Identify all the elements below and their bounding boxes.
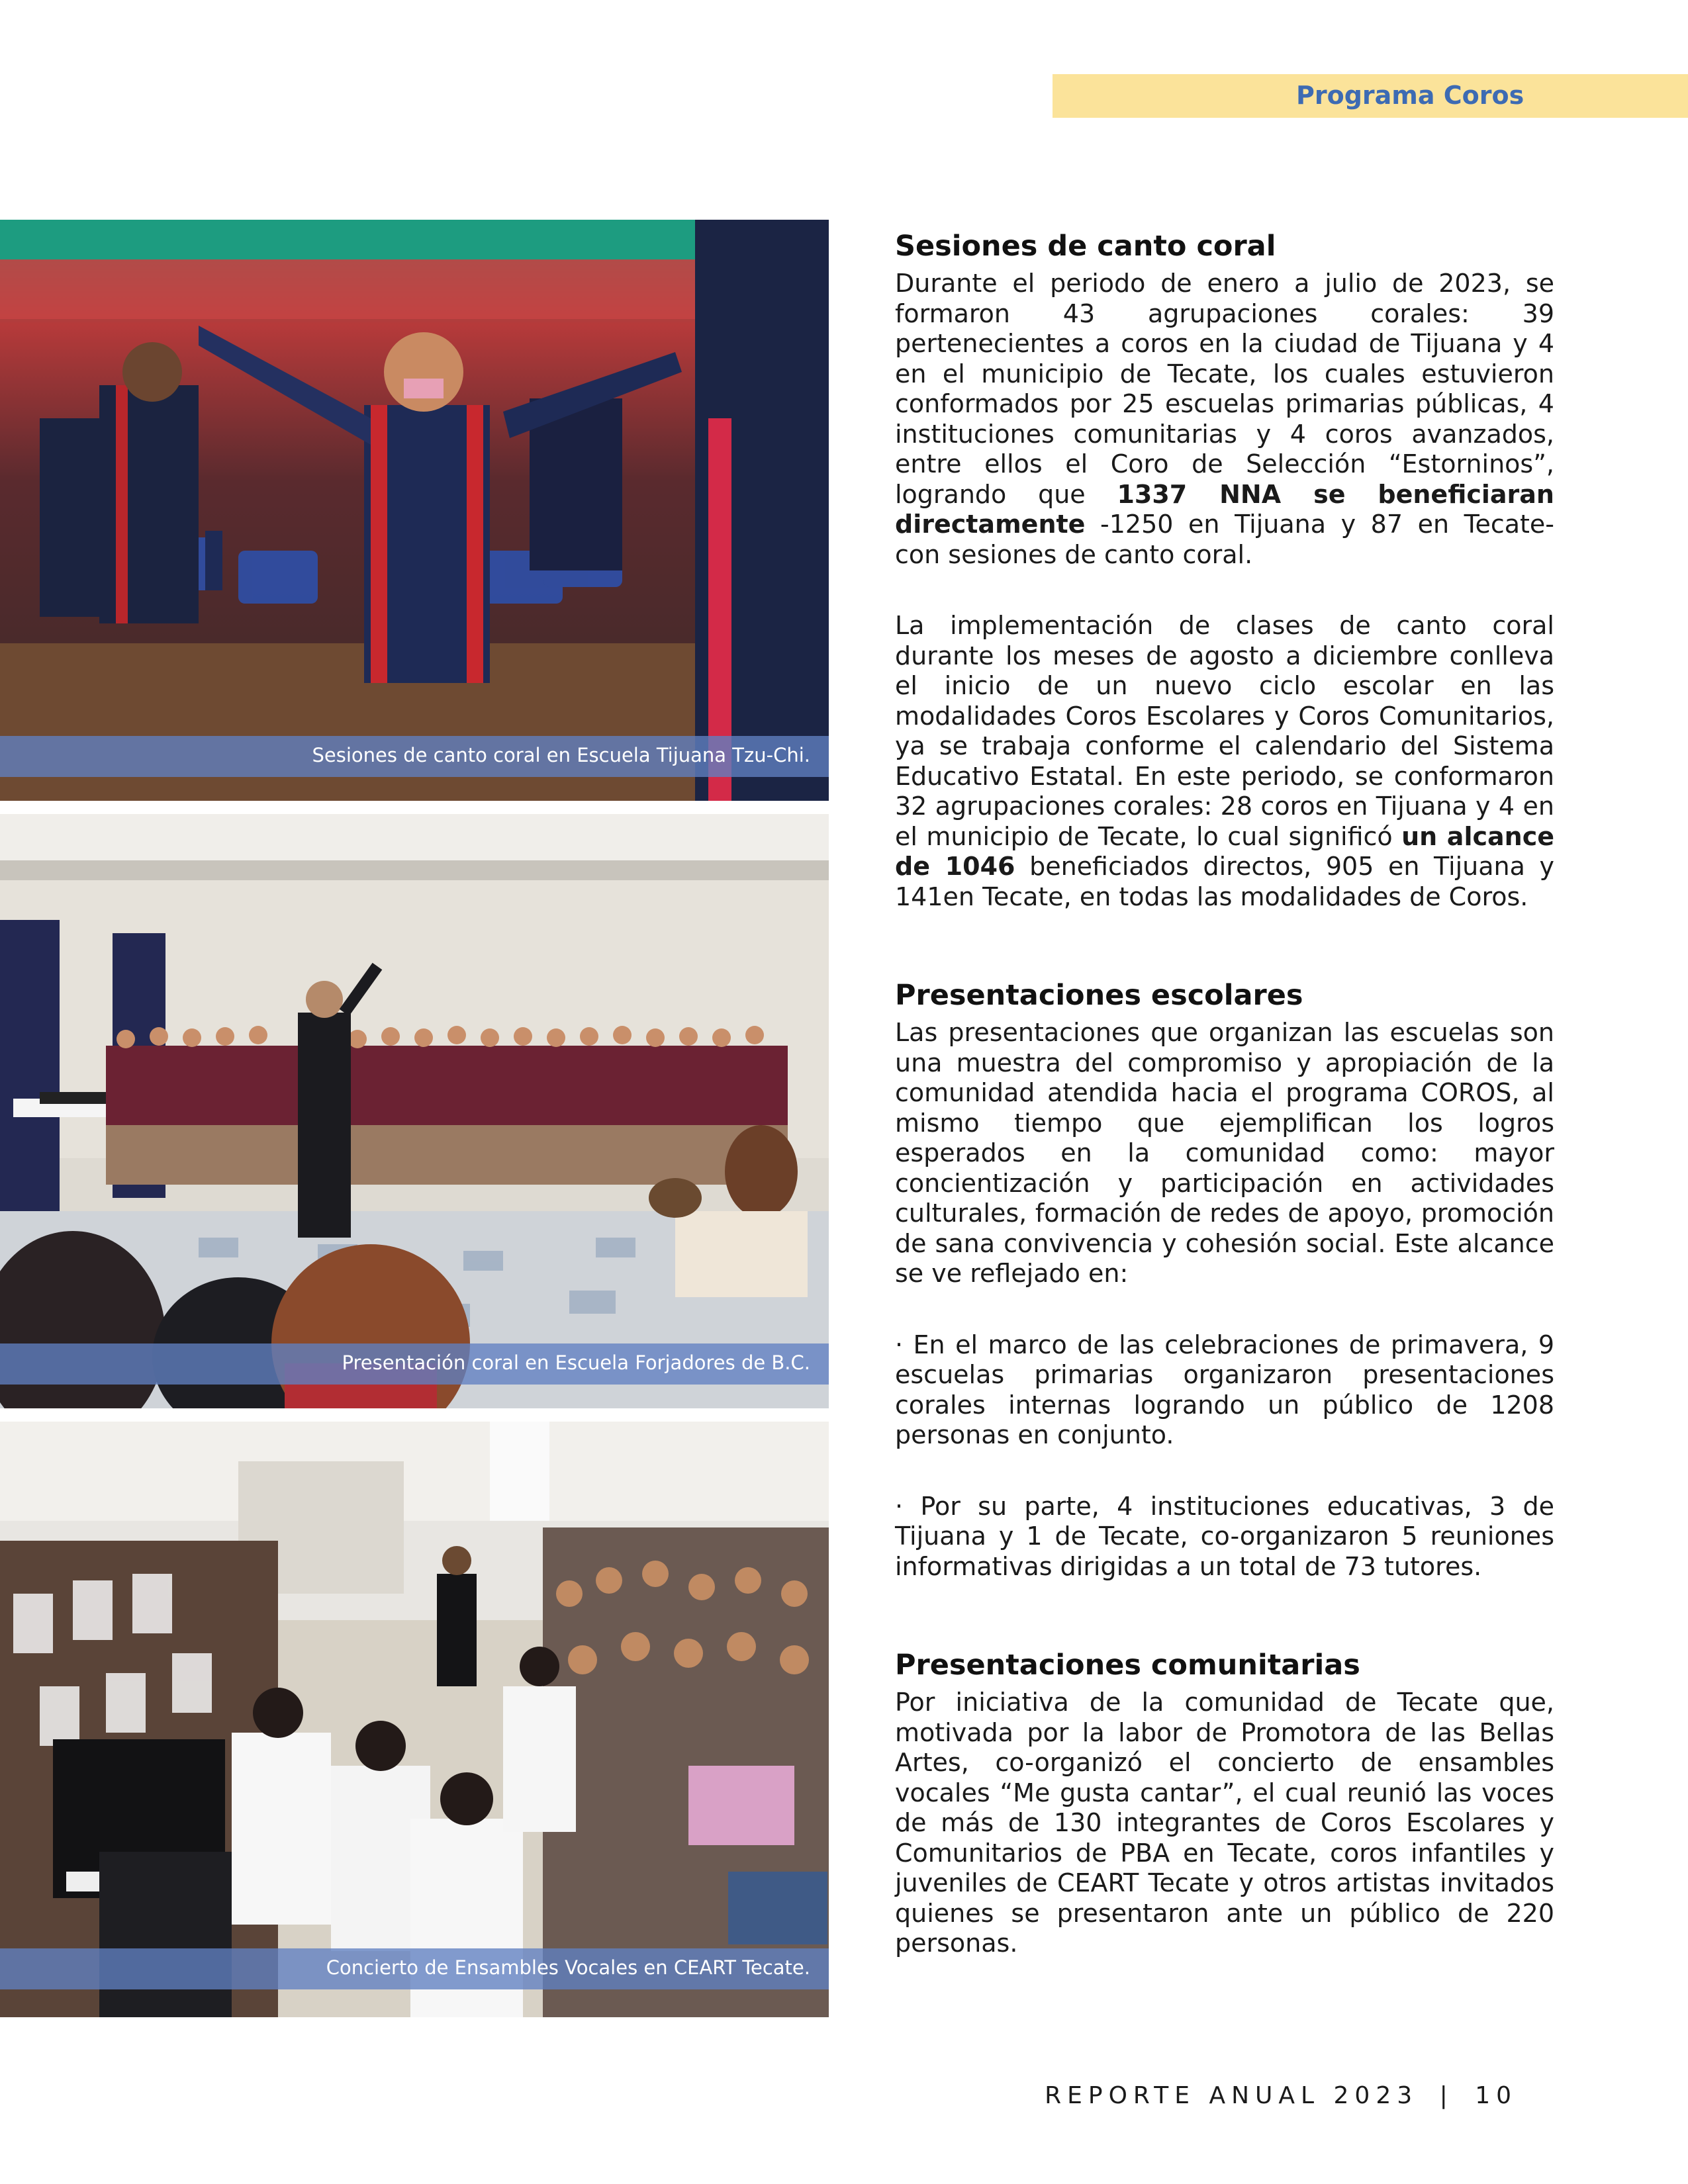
section-tab-label: Programa Coros xyxy=(1296,81,1524,110)
paragraph-comunitarias-1: Por iniciativa de la comunidad de Tecate que, motivada por la labor de Promotora de las Bellas Artes, co-organizó el concierto de ensambles vocales “Me gusta cantar”, el cual reunió las voces de más de 130 integrantes de Coros Escolares y Comunitarios de PBA en Tecate, coros infantiles y juveniles de CEART Tecate y otros artistas invitados quienes se presentaron ante un público de 220 personas. xyxy=(895,1688,1554,1958)
photo-presentacion-coral-image xyxy=(0,814,829,1408)
bullet-escolares-primavera: · En el marco de las celebraciones de primavera, 9 escuelas primarias organizaron presentaciones corales internas logrando un público de 1208 personas en conjunto. xyxy=(895,1330,1554,1449)
text-column xyxy=(895,226,1554,1959)
photo-canto-coral xyxy=(0,220,829,801)
photo-canto-coral-caption-bar xyxy=(0,736,829,777)
photo-concierto-ensambles-caption-bar xyxy=(0,1948,829,1989)
page-footer xyxy=(1045,2082,1517,2109)
photo-presentacion-coral xyxy=(0,814,829,1408)
footer-separator: | xyxy=(1439,2082,1454,2109)
footer-report-label: REPORTE ANUAL 2023 xyxy=(1045,2082,1419,2109)
heading-presentaciones-escolares: Presentaciones escolares xyxy=(895,979,1303,1012)
paragraph-canto-2 xyxy=(895,611,1554,912)
photo-concierto-ensambles-image xyxy=(0,1422,829,2017)
section-tab xyxy=(1053,74,1688,118)
paragraph-canto-2-text-a: La implementación de clases de canto coral durante los meses de agosto a diciembre conlleva el inicio de un nuevo ciclo escolar en las modalidades Coros Escolares y Coros Comunitarios, ya se trabaja conforme el calendario del Sistema Educativo Estatal. En este periodo, se conformaron 32 agrupaciones corales: 28 coros en Tijuana y 4 en el municipio de Tecate, lo cual significó xyxy=(895,611,1554,851)
paragraph-canto-2-text-c: beneficiados directos, 905 en Tijuana y 141en Tecate, en todas las modalidades de Coros. xyxy=(895,852,1554,911)
page-number: 10 xyxy=(1475,2082,1517,2109)
photo-presentacion-coral-caption-bar xyxy=(0,1343,829,1385)
paragraph-canto-2-highlight: un alcance de 1046 xyxy=(895,821,1554,881)
bullet-escolares-reuniones: · Por su parte, 4 instituciones educativas, 3 de Tijuana y 1 de Tecate, co-organizaron 5 reuniones informativas dirigidas a un total de 73 tutores. xyxy=(895,1491,1554,1581)
paragraph-canto-1-highlight: 1337 NNA se beneficiaran directamente xyxy=(895,479,1554,539)
paragraph-canto-1-text-c: -1250 en Tijuana y 87 en Tecate- con sesiones de canto coral. xyxy=(895,510,1554,569)
photo-presentacion-coral-caption: Presentación coral en Escuela Forjadores de B.C. xyxy=(342,1351,810,1374)
heading-sesiones-canto-coral: Sesiones de canto coral xyxy=(895,230,1276,263)
paragraph-canto-1-text-a: Durante el periodo de enero a julio de 2023, se formaron 43 agrupaciones corales: 39 pertenecientes a coros en la ciudad de Tijuana y 4 en el municipio de Tecate, los cuales estuvieron conformados por 25 escuelas primarias públicas, 4 instituciones comunitarias y 4 coros avanzados, entre ellos el Coro de Selección “Estorninos”, logrando que xyxy=(895,269,1554,509)
photo-concierto-ensambles xyxy=(0,1422,829,2017)
paragraph-canto-1 xyxy=(895,269,1554,570)
photo-canto-coral-image xyxy=(0,220,829,801)
heading-presentaciones-comunitarias: Presentaciones comunitarias xyxy=(895,1649,1360,1682)
paragraph-escolares-1: Las presentaciones que organizan las escuelas son una muestra del compromiso y apropiación de la comunidad atendida hacia el programa COROS, al mismo tiempo que ejemplifican los logros esperados en la comunidad como: mayor concientización y participación en actividades culturales, formación de redes de apoyo, promoción de sana convivencia y cohesión social. Este alcance se ve reflejado en: xyxy=(895,1018,1554,1288)
photo-canto-coral-caption: Sesiones de canto coral en Escuela Tijuana Tzu-Chi. xyxy=(312,744,810,766)
photo-concierto-ensambles-caption: Concierto de Ensambles Vocales en CEART Tecate. xyxy=(326,1956,810,1979)
